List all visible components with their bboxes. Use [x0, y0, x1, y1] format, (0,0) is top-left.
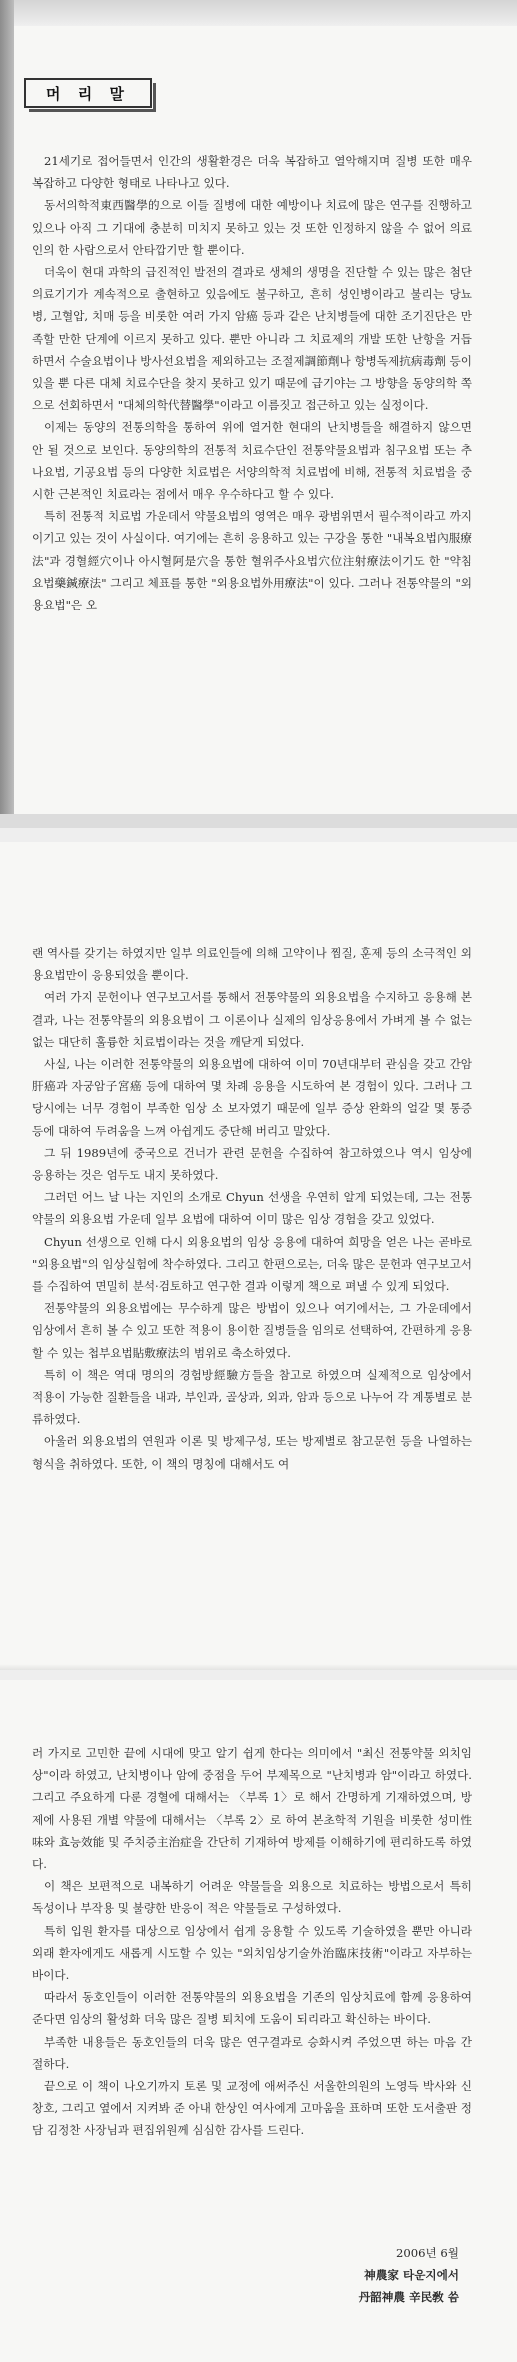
paragraph: 아울러 외용요법의 연원과 이론 및 방제구성, 또는 방제별로 참고문헌 등을 나열하는 형식을 취하였다. 또한, 이 책의 명칭에 대해서도 여: [32, 1434, 472, 1471]
paragraph: 러 가지로 고민한 끝에 시대에 맞고 알기 쉽게 한다는 의미에서 "최신 전통약물 외치임상"이라 하였고, 난치병이나 암에 중점을 두어 부제목으로 "난치병과 암"이라고 하였다. 그리고 주요하게 다룬 경혈에 대해서는 〈부록 1〉로 해서 간명하게 기재하였으며, 방제에 사용된 개별 약물에 대해서는 〈부록 2〉로 하여 본초학적 기원을 비롯한 성미性味와 효능效能 및 주치증主治症을 간단히 기재하여 방제를 이해하기에 편리하도록 하였다.: [32, 1746, 472, 1872]
paragraph: 이 책은 보편적으로 내복하기 어려운 약물들을 외용으로 치료하는 방법으로서 특히 독성이나 부작용 및 불량한 반응이 적은 약물들로 구성하였다.: [32, 1879, 472, 1916]
page-1: [0, 0, 517, 828]
body-text-page-2: [32, 942, 472, 1475]
paragraph: 21세기로 접어들면서 인간의 생활환경은 더욱 복잡하고 열악해지며 질병 또한 매우 복잡하고 다양한 형태로 나타나고 있다.: [32, 154, 472, 191]
side-strip: [0, 0, 14, 828]
paragraph: 그 뒤 1989년에 중국으로 건너가 관련 문헌을 수집하여 참고하였으나 역시 임상에 응용하는 것은 엄두도 내지 못하였다.: [32, 1145, 472, 1183]
signature-place: 神農家 타운지에서: [364, 2268, 459, 2282]
bottom-strip: [0, 814, 517, 828]
paragraph: 이제는 동양의 전통의학을 통하여 위에 열거한 현대의 난치병들을 해결하지 않으면 안 될 것으로 보인다. 동양의학의 전통적 치료수단인 전통약물요법과 침구요법 또는 추나요법, 기공요법 등의 다양한 치료법은 서양의학적 치료법에 비해, 전통적 치료법을 중시한 근본적인 치료라는 점에서 매우 우수하다고 할 수 있다.: [32, 420, 472, 502]
paragraph: 그러던 어느 날 나는 지인의 소개로 Chyun 선생을 우연히 알게 되었는데, 그는 전통약물의 외용요법 가운데 일부 요법에 대하여 이미 많은 임상 경험을 갖고 있었다.: [32, 1190, 472, 1227]
paragraph: 따라서 동호인들이 이러한 전통약물의 외용요법을 기존의 임상치료에 함께 응용하여 준다면 임상의 활성화 더욱 많은 질병 퇴치에 도움이 되리라고 확신하는 바이다.: [32, 1990, 472, 2027]
paragraph: 랜 역사를 갖기는 하였지만 일부 의료인들에 의해 고약이나 찜질, 훈제 등의 소극적인 외용요법만이 응용되었을 뿐이다.: [32, 946, 472, 983]
paragraph: 특히 입원 환자를 대상으로 임상에서 쉽게 응용할 수 있도록 기술하였을 뿐만 아니라 외래 환자에게도 새롭게 시도할 수 있는 "외치임상기술外治臨床技術"이라고 자부하는 바이다.: [32, 1923, 472, 1983]
paragraph: Chyun 선생으로 인해 다시 외용요법의 임상 응용에 대하여 희망을 얻은 나는 곧바로 "외용요법"의 임상실험에 착수하였다. 그리고 한편으로는, 더욱 많은 문헌과 연구보고서를 수집하여 면밀히 분석·검토하고 연구한 결과 이렇게 책으로 펴낼 수 있게 되었다.: [32, 1234, 472, 1294]
paragraph: 끝으로 이 책이 나오기까지 토론 및 교정에 애써주신 서울한의원의 노영득 박사와 신창호, 그리고 옆에서 지켜봐 준 아내 한상인 여사에게 고마움을 표하며 또한 도서출판 정담 김정찬 사장님과 편집위원께 심심한 감사를 드린다.: [32, 2079, 472, 2138]
top-strip: [0, 0, 517, 26]
body-text-page-3: [32, 1742, 472, 2142]
body-text-page-1: [32, 150, 472, 616]
paragraph: 전통약물의 외용요법에는 무수하게 많은 방법이 있으나 여기에서는, 그 가운데에서 임상에서 흔히 볼 수 있고 또한 적용이 용이한 질병들을 임의로 선택하여, 간편하게 응용할 수 있는 첩부요법貼敷療法의 범위로 축소하였다.: [32, 1301, 472, 1360]
signature-author: 丹韶神農 辛民敎 씀: [358, 2290, 459, 2304]
signature-block: [159, 2242, 459, 2308]
paragraph: 여러 가지 문헌이나 연구보고서를 통해서 전통약물의 외용요법을 수지하고 응용해 본 결과, 나는 전통약물의 외용요법이 그 이론이나 실제의 임상응용에서 가벼게 볼 수 없는 없는 대단히 훌륭한 치료법이라는 것을 깨닫게 되었다.: [32, 990, 472, 1049]
signature-date: 2006년 6월: [396, 2246, 459, 2260]
paragraph: 동서의학적東西醫學的으로 이들 질병에 대한 예방이나 치료에 많은 연구를 진행하고 있으나 아직 그 기대에 충분히 미치지 못하고 있는 것 또한 인정하지 않을 수 없어 의료인의 한 사람으로서 안타깝기만 할 뿐이다.: [32, 198, 472, 257]
paragraph: 사실, 나는 이러한 전통약물의 외용요법에 대하여 이미 70년대부터 관심을 갖고 간암肝癌과 자궁암子宮癌 등에 대하여 몇 차례 응용을 시도하여 본 경험이 있다. 그러나 그 당시에는 너무 경험이 부족한 임상 소 보자였기 때문에 일부 증상 완화의 얼갈 몇 통증 등에 대하여 두려움을 느껴 아쉽게도 중단해 버리고 말았다.: [32, 1057, 472, 1138]
page-3: [0, 1680, 517, 2362]
page-shadow: [0, 1664, 517, 1670]
paragraph: 부족한 내용들은 동호인들의 더욱 많은 연구결과로 승화시켜 주었으면 하는 마음 간절하다.: [32, 2034, 472, 2071]
page-title: 머 리 말: [46, 84, 130, 103]
paragraph: 특히 이 책은 역대 명의의 경험방經驗方들을 참고로 하였으며 실제적으로 임상에서 적용이 가능한 질환들을 내과, 부인과, 골상과, 외과, 암과 등으로 나누어 각 계통별로 분류하였다.: [32, 1367, 472, 1427]
paragraph: 더욱이 현대 과학의 급진적인 발전의 결과로 생체의 생명을 진단할 수 있는 많은 첨단 의료기기가 계속적으로 출현하고 있음에도 불구하고, 흔히 성인병이라고 불리는 당뇨병, 고혈압, 치매 등을 비롯한 여러 가지 암癌 등과 같은 난치병들에 대한 조기진단은 만족할 만한 단계에 이르지 못하고 있다. 뿐만 아니라 그 치료제의 개발 또한 난항을 거듭하면서 수술요법이나 방사선요법을 제외하고는 조절제調節劑나 항병독제抗病毒劑 등이 있을 뿐 다른 대체 치료수단을 찾지 못하고 있기 때문에 급기야는 그 방향을 동양의학 쪽으로 선회하면서 "대체의학代替醫學"이라고 이름짓고 접근하고 있는 실정이다.: [32, 265, 472, 413]
paragraph: 특히 전통적 치료법 가운데서 약물요법의 영역은 매우 광범위면서 필수적이라고 까지 이기고 있는 것이 사실이다. 여기에는 흔히 응용하고 있는 구강을 통한 "내복요법內服療法"과 경혈經穴이나 아시혈阿是穴을 통한 혈위주사요법穴位注射療法이기도 한 "약침요법藥鍼療法" 그리고 체표를 통한 "외용요법外用療法"이 있다. 그러나 전통약물의 "외용요법"은 오: [32, 509, 472, 613]
page-2: [0, 842, 517, 1670]
title-box: [24, 78, 152, 108]
